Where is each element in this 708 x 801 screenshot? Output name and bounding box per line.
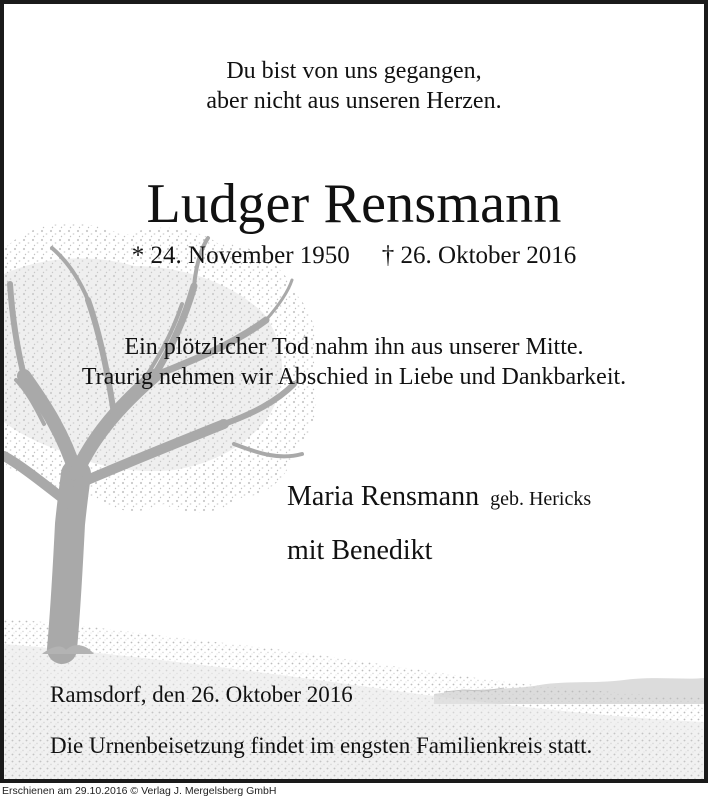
message-line-2: Traurig nehmen wir Abschied in Liebe und Dankbarkeit. bbox=[81, 364, 627, 390]
motto bbox=[4, 56, 704, 116]
mourner-maiden-name: geb. Hericks bbox=[490, 488, 592, 510]
motto-line-2: aber nicht aus unseren Herzen. bbox=[206, 88, 502, 114]
farewell-message bbox=[4, 332, 704, 392]
mourner-primary bbox=[287, 480, 591, 516]
deceased-name: Ludger Rensmann bbox=[146, 173, 562, 235]
message-line-1: Ein plötzlicher Tod nahm ihn aus unserer Mitte. bbox=[124, 334, 584, 360]
birth-date: * 24. November 1950 bbox=[131, 242, 350, 269]
mourner-name: Maria Rensmann bbox=[287, 481, 480, 512]
motto-line-1: Du bist von uns gegangen, bbox=[226, 58, 482, 84]
publication-footer bbox=[0, 783, 708, 801]
publication-info: Erschienen am 29.10.2016 © Verlag J. Mergelsberg GmbH bbox=[2, 785, 277, 797]
place-and-date: Ramsdorf, den 26. Oktober 2016 bbox=[50, 682, 353, 707]
death-date: † 26. Oktober 2016 bbox=[381, 242, 577, 269]
burial-note: Die Urnenbeisetzung findet im engsten Familienkreis statt. bbox=[50, 733, 593, 758]
mourner-secondary: mit Benedikt bbox=[287, 535, 433, 566]
life-dates bbox=[4, 240, 704, 272]
